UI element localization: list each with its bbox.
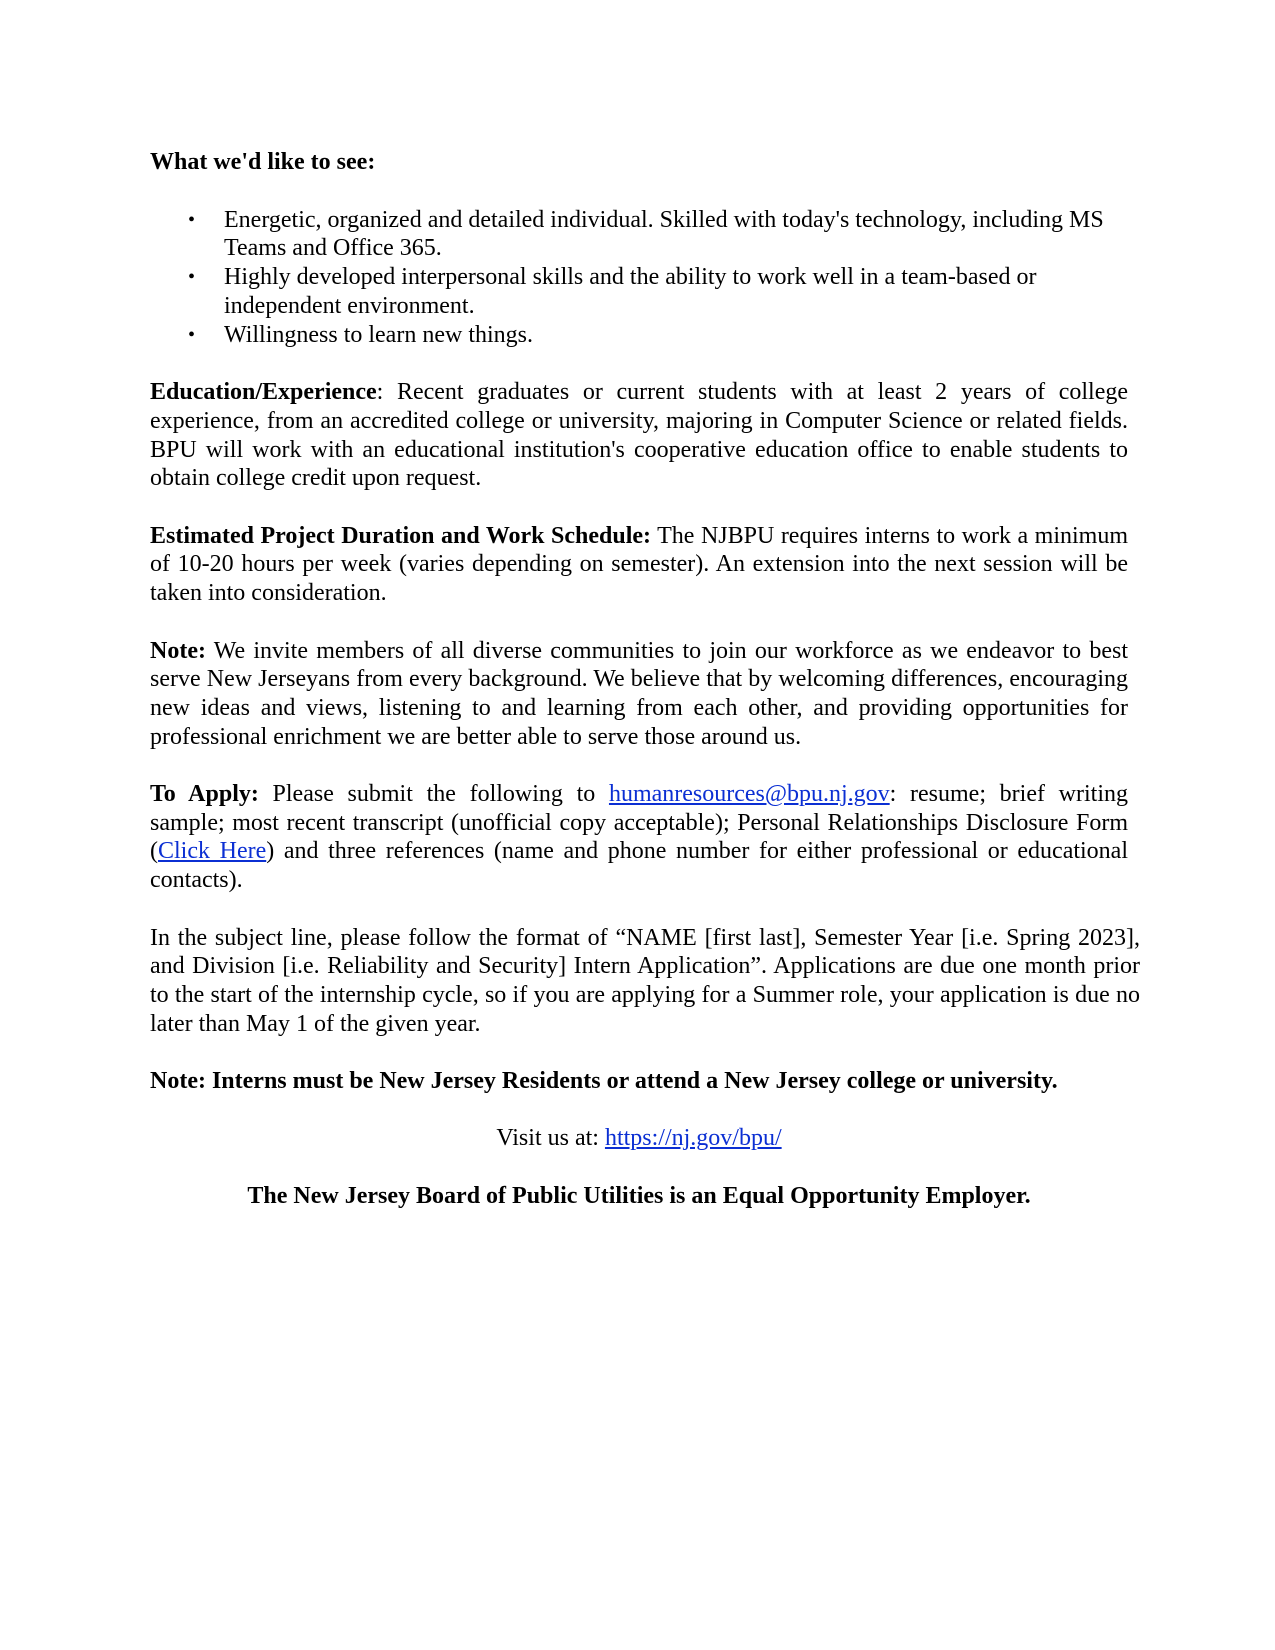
duration-paragraph	[150, 522, 1128, 608]
click-here-link[interactable]: Click Here	[158, 838, 267, 865]
bullet-icon: •	[188, 208, 196, 231]
apply-text: : resume; brief writing sample; most recent transcript (unofficial copy acceptable); Personal Relationships Disclosure Form (	[150, 781, 1128, 865]
residency-note: Note: Interns must be New Jersey Residents or attend a New Jersey college or university.	[150, 1068, 1058, 1095]
education-paragraph	[150, 378, 1128, 493]
section-heading: What we'd like to see:	[150, 149, 376, 175]
list-item-text: Willingness to learn new things.	[224, 321, 533, 348]
list-item-text: Highly developed interpersonal skills and the ability to work well in a team-based or independent environment.	[224, 264, 1037, 319]
list-item	[150, 206, 1128, 263]
apply-text: Please submit the following to	[258, 781, 609, 808]
visit-label: Visit us at:	[496, 1125, 605, 1152]
education-label: Education/Experience	[150, 379, 377, 406]
list-item-text: Energetic, organized and detailed individual. Skilled with today's technology, including MS Teams and Office 365.	[224, 206, 1104, 262]
diversity-note-label: Note:	[150, 637, 206, 664]
duration-text: The NJBPU requires interns to work a minimum of 10-20 hours per week (varies depending on semester). An extension into the next session will be taken into consideration.	[150, 522, 1128, 607]
duration-label: Estimated Project Duration and Work Schedule:	[150, 522, 652, 549]
apply-label: To Apply:	[150, 781, 259, 808]
bullet-icon: •	[188, 266, 196, 289]
website-link[interactable]: https://nj.gov/bpu/	[604, 1125, 782, 1152]
education-text: : Recent graduates or current students with at least 2 years of college experience, from an accredited college or university, majoring in Computer Science or related fields. BPU will work with an educational institution's cooperative education office to enable students to obtain college credit upon request.	[150, 379, 1128, 492]
diversity-note-paragraph	[150, 637, 1128, 752]
visit-line	[150, 1124, 1128, 1153]
list-item	[150, 263, 1128, 320]
apply-text: ) and three references (name and phone number for either professional or educational contacts).	[150, 838, 1129, 894]
apply-paragraph	[150, 780, 1128, 895]
list-item	[150, 321, 1128, 350]
bullet-icon: •	[188, 323, 196, 346]
subject-line-paragraph: In the subject line, please follow the format of “NAME [first last], Semester Year [i.e. Spring 2023], and Division [i.e. Reliability and Security] Intern Application”. Applications are due one month prior to the start of the internship cycle, so if you are applying for a Summer role, your application is due no later than May 1 of the given year.	[150, 924, 1140, 1037]
email-link[interactable]: humanresources@bpu.nj.gov	[608, 781, 890, 808]
requirements-list	[150, 206, 1128, 350]
diversity-note-text: We invite members of all diverse communities to join our workforce as we endeavor to best serve New Jerseyans from every background. We believe that by welcoming differences, encouraging new ideas and views, listening to and learning from each other, and providing opportunities for professional enrichment we are better able to serve those around us.	[150, 637, 1128, 750]
document-body	[150, 148, 1140, 1211]
equal-opportunity-statement: The New Jersey Board of Public Utilities is an Equal Opportunity Employer.	[247, 1182, 1031, 1209]
